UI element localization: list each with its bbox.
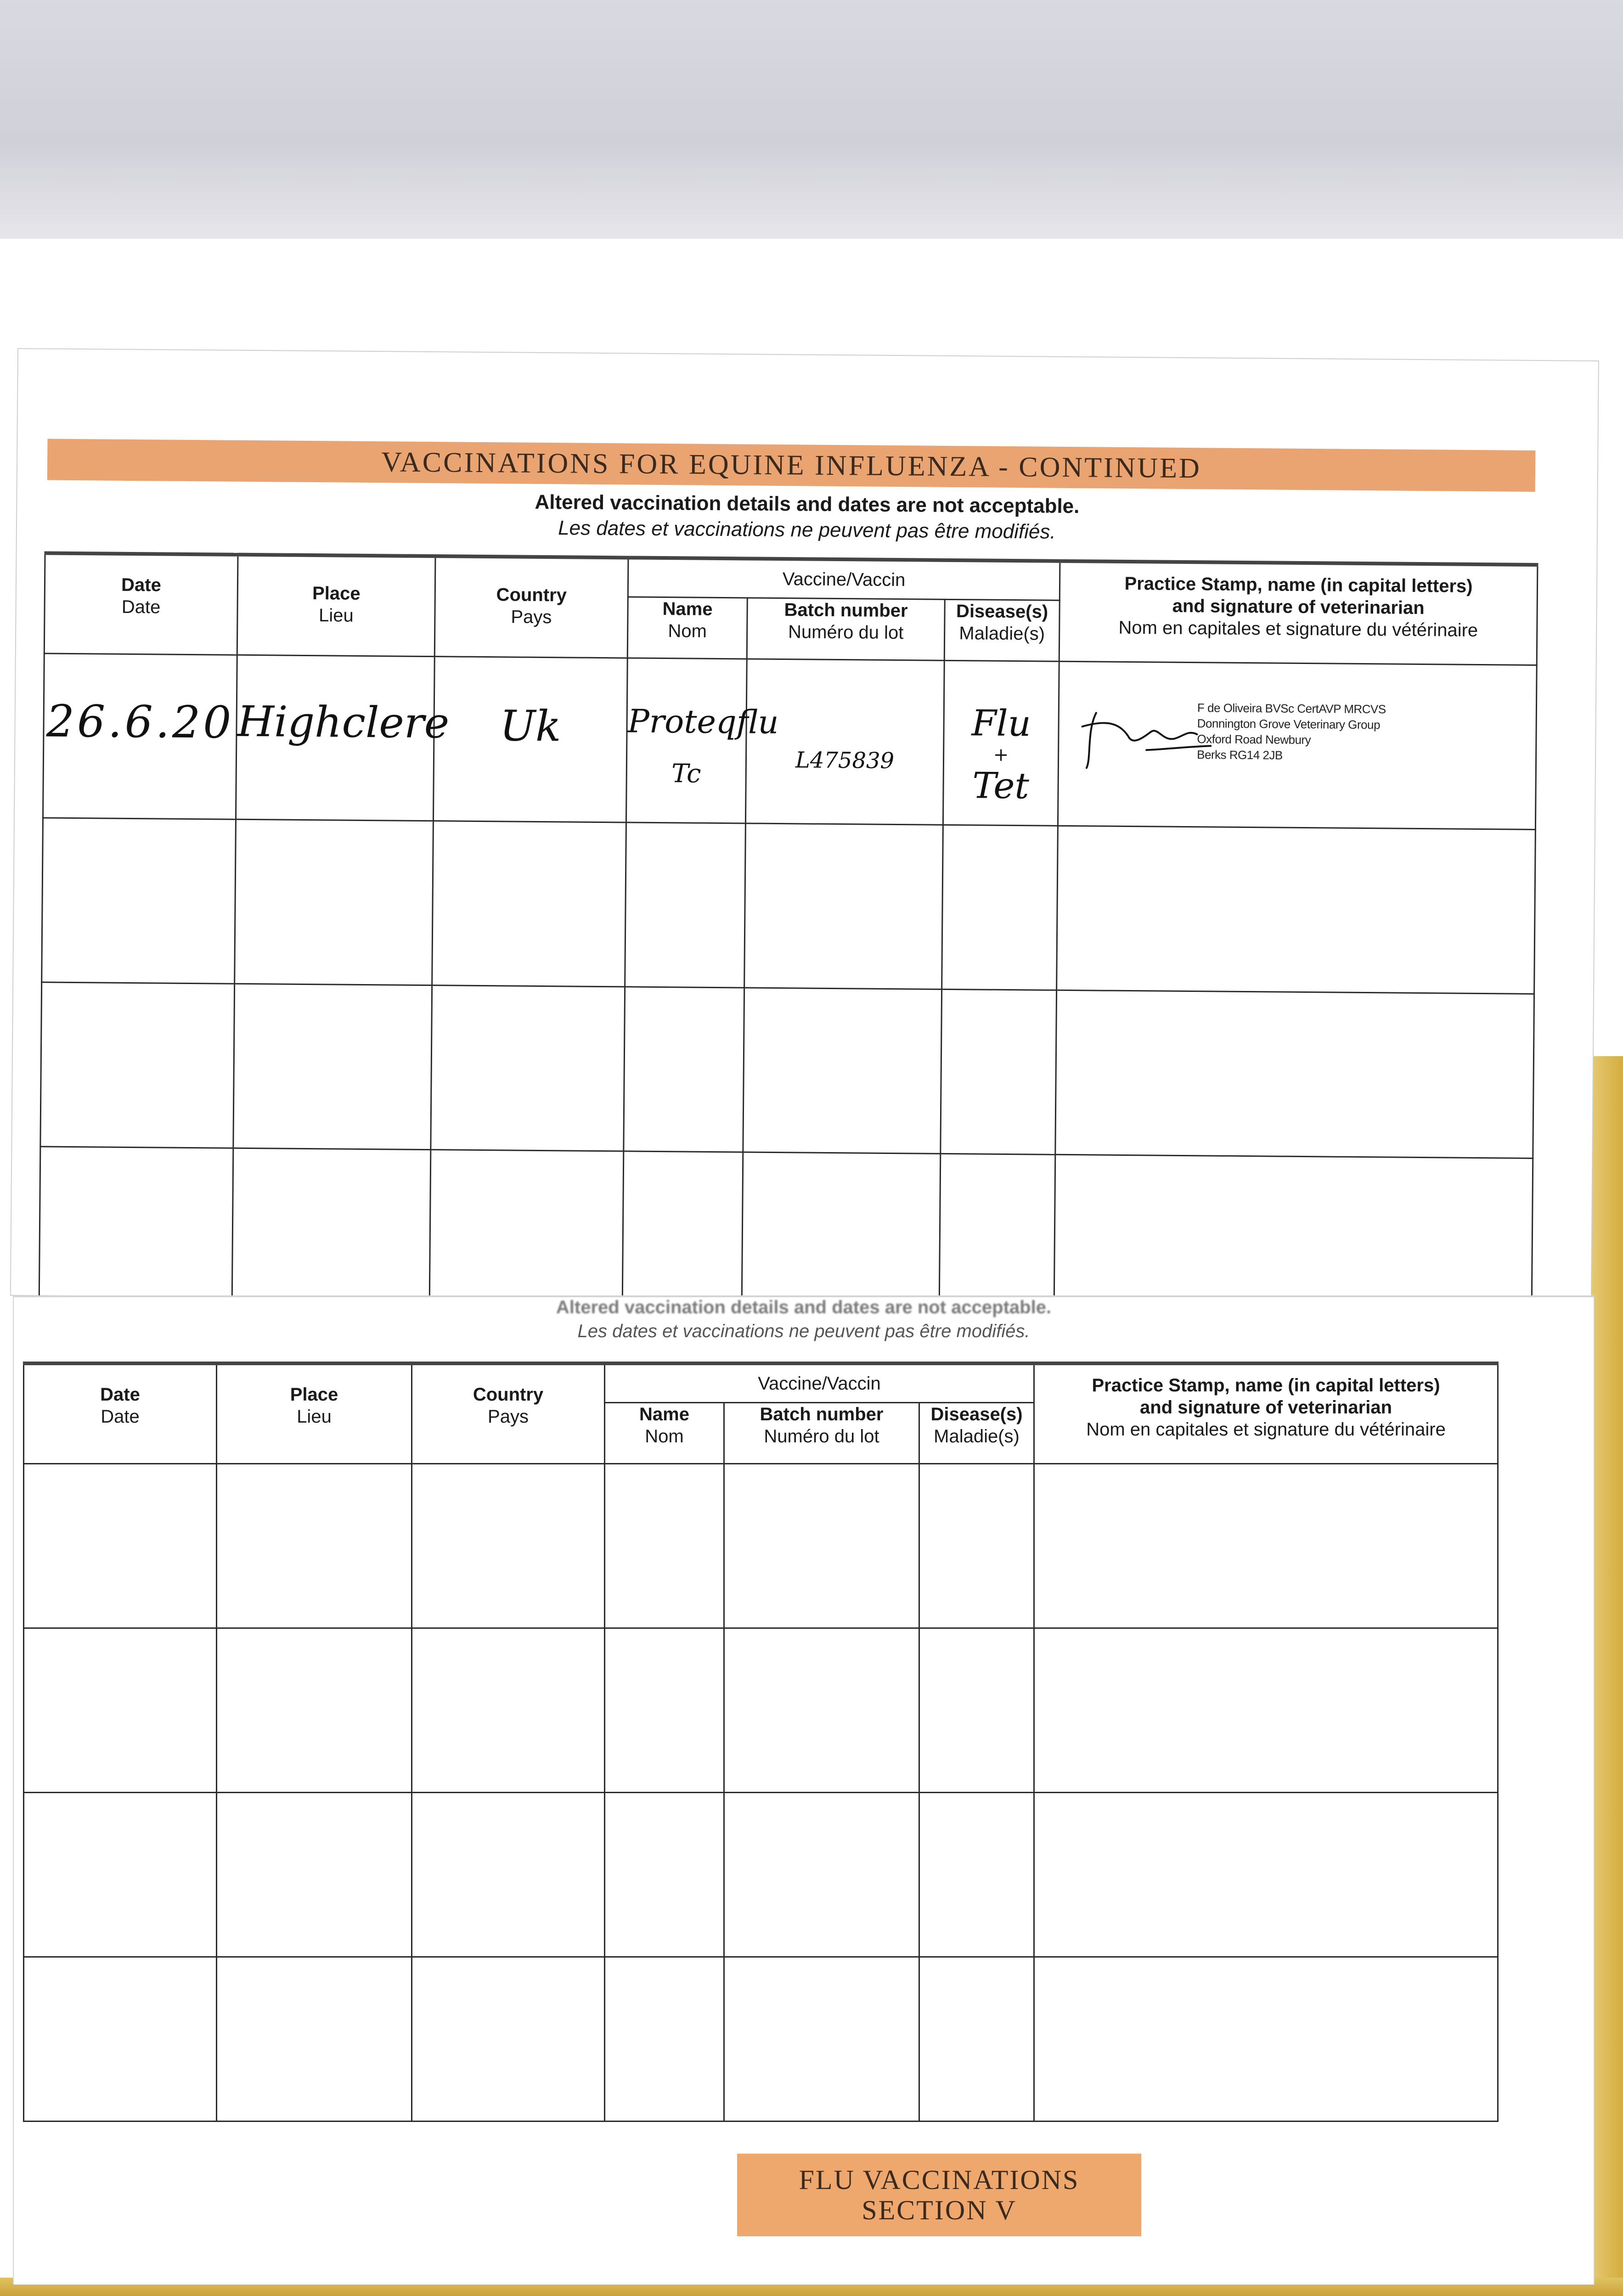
notice-french-faded: Les dates et vaccinations ne peuvent pas être modifiés.	[577, 1321, 1030, 1341]
header-practice-stamp: Practice Stamp, name (in capital letters) and signature of veterinarian Nom en capitales et signature du vétérinaire	[1034, 1363, 1498, 1464]
stamp-vet-name: F de Oliveira BVSc CertAVP MRCVS	[1197, 701, 1386, 716]
vaccination-row-empty	[24, 1793, 1498, 1957]
header-country: Country Pays	[434, 556, 628, 658]
header-vaccine-name: Name Nom	[605, 1403, 724, 1464]
entry-date: 26.6.20	[43, 653, 237, 819]
header-disease: Disease(s) Maladie(s)	[919, 1403, 1034, 1464]
header-disease: Disease(s) Maladie(s)	[944, 599, 1059, 661]
stamp-practice: Donnington Grove Veterinary Group	[1197, 716, 1381, 732]
entry-disease: Flu + Tet	[943, 660, 1059, 826]
vaccination-row	[43, 653, 1537, 830]
header-vaccine-group: Vaccine/Vaccin	[628, 557, 1060, 600]
entry-place: Highclere	[236, 655, 434, 821]
entry-practice-stamp	[1058, 661, 1537, 829]
lower-page	[14, 1297, 1594, 2285]
section-tab-line2: SECTION V	[862, 2195, 1017, 2225]
vaccination-row-empty	[40, 982, 1534, 1159]
stamp-address-line1: Oxford Road Newbury	[1197, 732, 1311, 747]
section-tab	[737, 2154, 1141, 2236]
veterinarian-signature	[1077, 694, 1216, 773]
vaccination-table-upper	[39, 551, 1538, 1323]
header-country: Country Pays	[412, 1363, 605, 1464]
header-batch-number: Batch number Numéro du lot	[747, 598, 945, 660]
notice-english-faded: Altered vaccination details and dates are not acceptable.	[556, 1297, 1052, 1317]
entry-country: Uk	[433, 657, 627, 822]
header-place: Place Lieu	[217, 1363, 412, 1464]
section-banner	[47, 439, 1536, 492]
section-tab-line1: FLU VACCINATIONS	[799, 2165, 1080, 2195]
scanner-background	[0, 0, 1623, 239]
entry-vaccine-name: Proteqflu Tc	[626, 658, 747, 823]
header-date: Date Date	[44, 553, 238, 655]
stamp-address-line2: Berks RG14 2JB	[1197, 748, 1283, 762]
vaccination-row-empty	[24, 1464, 1498, 1628]
header-date: Date Date	[24, 1363, 217, 1464]
header-batch-number: Batch number Numéro du lot	[724, 1403, 919, 1464]
vaccination-table-lower	[23, 1362, 1499, 2122]
notice-english: Altered vaccination details and dates are not acceptable.	[535, 490, 1080, 518]
vaccination-row-empty	[42, 818, 1536, 994]
vaccination-row-empty	[39, 1147, 1533, 1323]
header-place: Place Lieu	[237, 555, 435, 657]
banner-title: VACCINATIONS FOR EQUINE INFLUENZA - CONTINUED	[381, 446, 1202, 484]
header-vaccine-name: Name Nom	[627, 597, 747, 659]
vaccination-row-empty	[24, 1957, 1498, 2122]
notice-french: Les dates et vaccinations ne peuvent pas être modifiés.	[558, 517, 1056, 543]
vaccination-row-empty	[24, 1628, 1498, 1793]
header-vaccine-group: Vaccine/Vaccin	[605, 1363, 1034, 1403]
upper-page	[11, 349, 1598, 1307]
practice-stamp	[1197, 700, 1386, 764]
entry-batch-number: L475839	[745, 659, 944, 825]
header-practice-stamp: Practice Stamp, name (in capital letters) and signature of veterinarian Nom en capitales et signature du vétérinaire	[1059, 561, 1538, 665]
